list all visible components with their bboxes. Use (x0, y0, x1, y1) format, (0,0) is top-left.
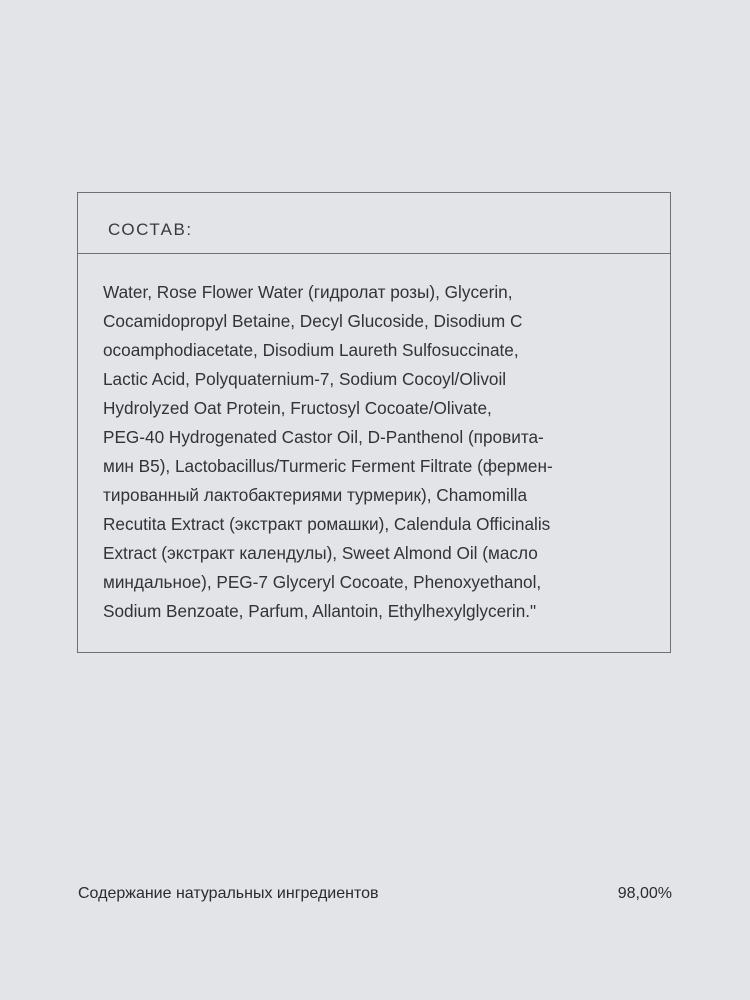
ingredient-line: Extract (экстракт календулы), Sweet Almond Oil (масло (103, 543, 538, 563)
ingredient-line: тированный лактобактериями турмерик), Chamomilla (103, 485, 528, 505)
natural-content-label: Содержание натуральных ингредиентов (78, 885, 379, 902)
ingredient-line: Cocamidopropyl Betaine, Decyl Glucoside, Disodium C (103, 311, 523, 331)
ingredient-line: Sodium Benzoate, Parfum, Allantoin, Ethylhexylglycerin." (103, 601, 537, 621)
natural-content-value: 98,00% (617, 885, 672, 902)
ingredient-line: Hydrolyzed Oat Protein, Fructosyl Cocoate/Olivate, (103, 398, 492, 418)
composition-box (77, 192, 671, 653)
ingredient-line: миндальное), PEG-7 Glyceryl Cocoate, Phenoxyethanol, (103, 572, 542, 592)
composition-title: СОСТАВ: (108, 220, 193, 239)
ingredient-line: Water, Rose Flower Water (гидролат розы), Glycerin, (103, 282, 513, 302)
ingredient-line: PEG-40 Hydrogenated Castor Oil, D-Panthenol (провита- (103, 427, 544, 447)
natural-content-row (78, 882, 672, 906)
ingredient-line: Recutita Extract (экстракт ромашки), Calendula Officinalis (103, 514, 551, 534)
ingredient-line: ocoamphodiacetate, Disodium Laureth Sulfosuccinate, (103, 340, 519, 360)
ingredient-line: мин B5), Lactobacillus/Turmeric Ferment Filtrate (фермен- (103, 456, 553, 476)
ingredients-list (103, 278, 652, 626)
composition-header (78, 193, 670, 254)
ingredient-line: Lactic Acid, Polyquaternium-7, Sodium Cocoyl/Olivoil (103, 369, 507, 389)
